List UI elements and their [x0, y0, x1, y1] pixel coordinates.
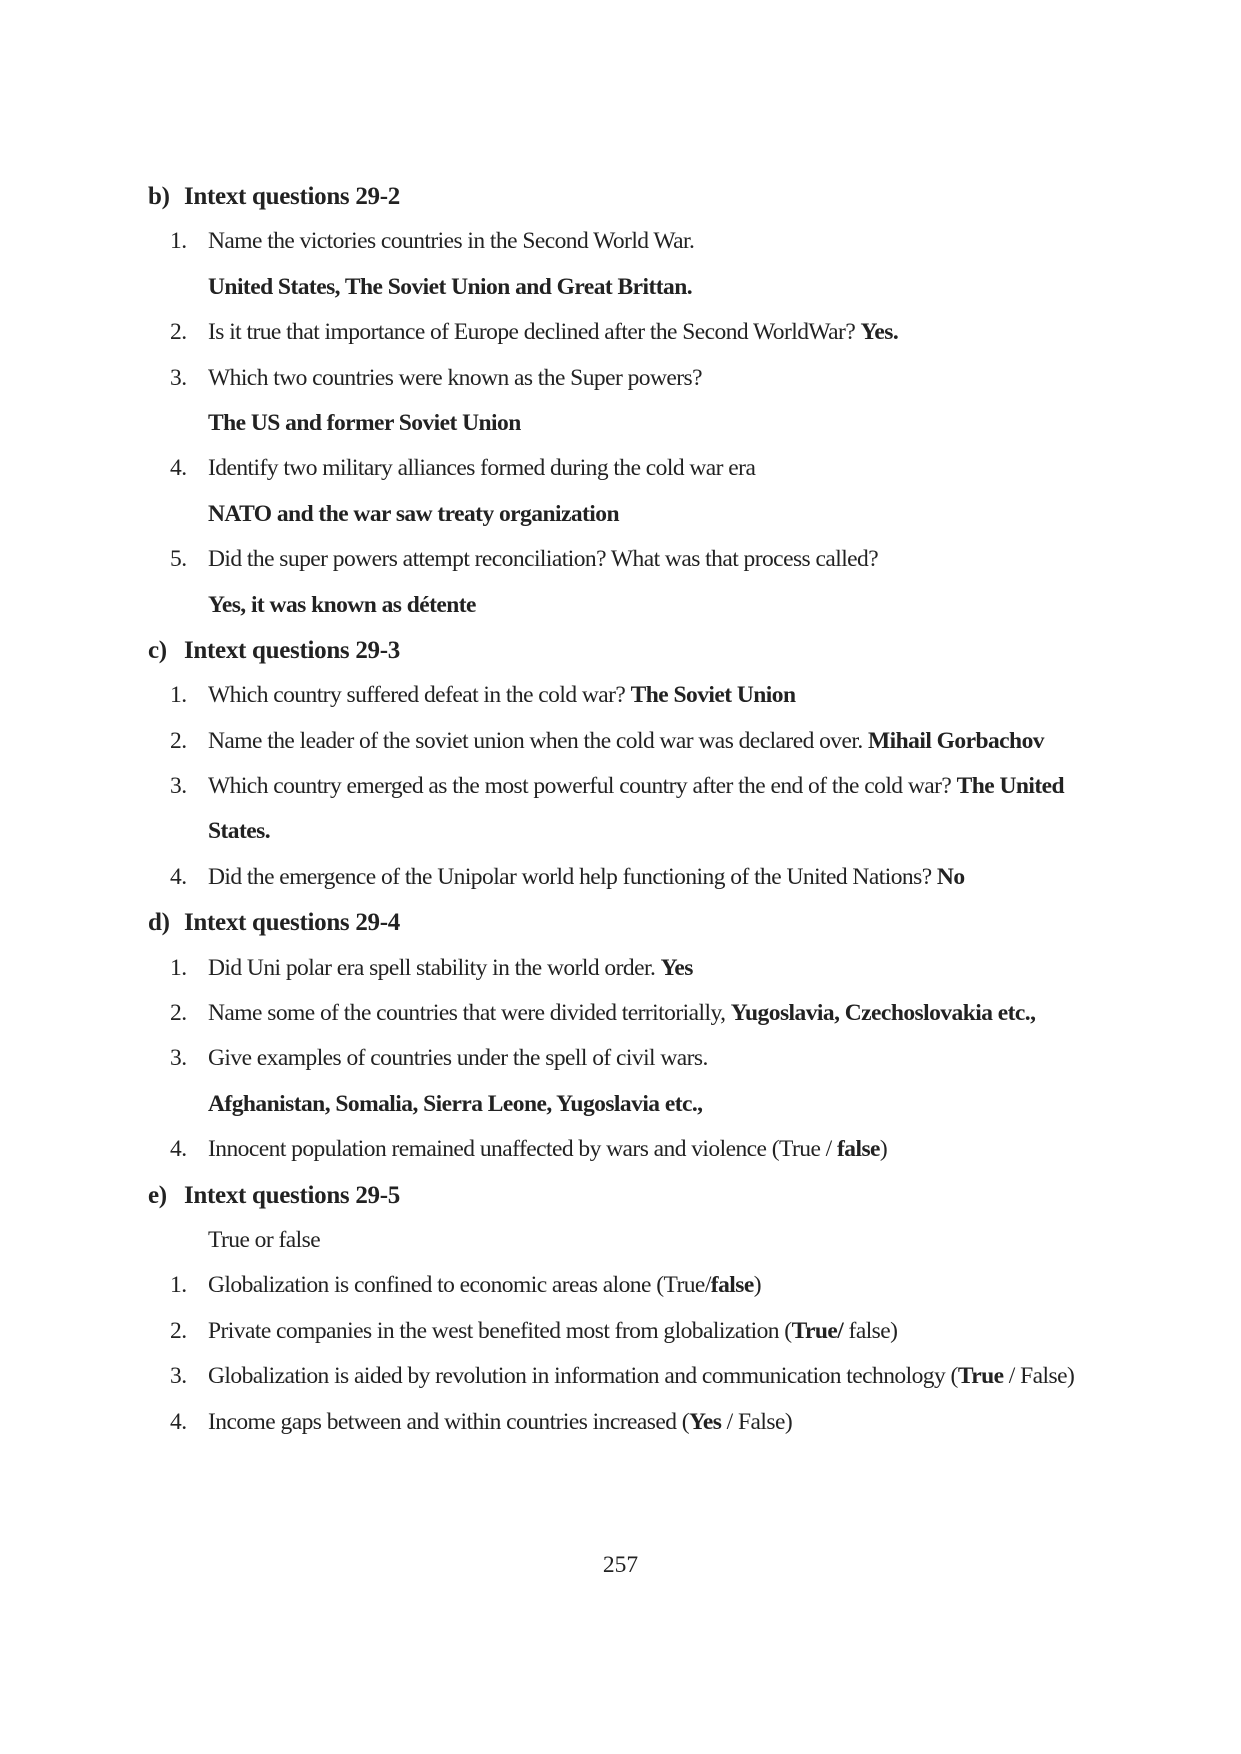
answer-text: Yugoslavia, Czechoslovakia etc.,	[730, 1000, 1036, 1027]
section-intro	[148, 1218, 1148, 1263]
question-text: Globalization is aided by revolution in information and communication technology (	[208, 1363, 958, 1390]
question-text: Name the victories countries in the Second World War.	[208, 228, 695, 255]
item-text	[208, 1263, 761, 1308]
item-number: 3.	[170, 1363, 187, 1390]
section-heading	[148, 1173, 1148, 1218]
question-item	[148, 1127, 1148, 1172]
page-number: 257	[602, 1552, 639, 1578]
item-text	[208, 356, 702, 401]
item-number: 2.	[170, 727, 187, 754]
question-text: )	[753, 1272, 762, 1299]
section-title: Intext questions 29-5	[184, 1181, 400, 1209]
section-title: Intext questions 29-3	[184, 636, 400, 664]
item-number: 4.	[170, 1408, 187, 1435]
question-item	[148, 673, 1148, 718]
answer-line	[148, 809, 1148, 854]
question-text: Income gaps between and within countries increased (	[208, 1408, 690, 1435]
item-number: 3.	[170, 364, 187, 391]
item-text	[208, 583, 476, 628]
answer-line	[148, 401, 1148, 446]
question-text: Give examples of countries under the spell of civil wars.	[208, 1045, 708, 1072]
item-text	[208, 1036, 708, 1081]
question-text: Which country suffered defeat in the cold war?	[208, 682, 631, 709]
item-text	[208, 1309, 897, 1354]
question-item	[148, 1263, 1148, 1308]
section-label: d)	[148, 909, 170, 937]
answer-text: false	[710, 1272, 754, 1299]
item-number: 2.	[170, 1317, 187, 1344]
question-text: Identify two military alliances formed during the cold war era	[208, 455, 756, 482]
item-number: 5.	[170, 546, 187, 573]
item-text	[208, 673, 796, 718]
answer-line	[148, 265, 1148, 310]
answer-text: True	[957, 1363, 1004, 1390]
answer-text: The Soviet Union	[630, 682, 796, 709]
item-text	[208, 1354, 1074, 1399]
item-number: 1.	[170, 1272, 187, 1299]
question-item	[148, 356, 1148, 401]
item-text	[208, 446, 755, 491]
question-item	[148, 1309, 1148, 1354]
item-number: 3.	[170, 1045, 187, 1072]
answer-line	[148, 583, 1148, 628]
question-item	[148, 855, 1148, 900]
answer-text: Yes.	[860, 319, 899, 346]
question-text: Which two countries were known as the Super powers?	[208, 364, 703, 391]
item-text	[208, 1400, 792, 1445]
question-item	[148, 991, 1148, 1036]
item-text	[208, 1127, 887, 1172]
item-text	[208, 310, 898, 355]
question-item	[148, 719, 1148, 764]
question-text: Is it true that importance of Europe declined after the Second WorldWar?	[208, 319, 861, 346]
question-item	[148, 1400, 1148, 1445]
answer-text: Yes	[660, 954, 693, 981]
answer-text: Afghanistan, Somalia, Sierra Leone, Yugoslavia etc.,	[208, 1090, 703, 1117]
section-b	[148, 174, 1148, 628]
item-text	[208, 1082, 703, 1127]
item-text	[208, 265, 692, 310]
item-text	[208, 855, 965, 900]
question-text: Private companies in the west benefited most from globalization (	[208, 1317, 792, 1344]
item-text	[208, 219, 694, 264]
question-item	[148, 1354, 1148, 1399]
item-number: 1.	[170, 228, 187, 255]
answer-key-content	[148, 174, 1148, 1445]
question-item	[148, 446, 1148, 491]
question-text: )	[879, 1136, 888, 1163]
question-item	[148, 946, 1148, 991]
section-label: b)	[148, 183, 170, 210]
question-text: Globalization is confined to economic areas alone (True/	[208, 1272, 711, 1299]
section-title: Intext questions 29-2	[184, 183, 400, 210]
item-text	[208, 719, 1044, 764]
answer-line	[148, 492, 1148, 537]
question-item	[148, 219, 1148, 264]
question-text: Name the leader of the soviet union when the cold war was declared over.	[208, 727, 869, 754]
section-d	[148, 900, 1148, 1172]
question-text: Did the emergence of the Unipolar world help functioning of the United Nations?	[208, 863, 937, 890]
item-number: 2.	[170, 1000, 187, 1027]
section-title: Intext questions 29-4	[184, 909, 400, 937]
section-c	[148, 628, 1148, 900]
section-heading	[148, 174, 1148, 219]
answer-text: True/	[791, 1317, 844, 1344]
question-item	[148, 310, 1148, 355]
answer-text: Mihail Gorbachov	[868, 727, 1044, 754]
question-item	[148, 764, 1148, 809]
answer-text: The United	[956, 773, 1065, 800]
question-text: Which country emerged as the most powerful country after the end of the cold war?	[208, 773, 957, 800]
question-text: Did Uni polar era spell stability in the world order.	[208, 954, 661, 981]
question-text: false)	[843, 1317, 898, 1344]
section-label: e)	[148, 1181, 167, 1209]
item-text	[208, 991, 1035, 1036]
question-text: / False)	[1003, 1363, 1075, 1390]
item-number: 1.	[170, 682, 187, 709]
answer-text: The US and former Soviet Union	[208, 409, 521, 436]
question-text: Innocent population remained unaffected by wars and violence (True /	[208, 1136, 837, 1163]
answer-text: Yes	[689, 1408, 722, 1435]
item-text	[208, 492, 619, 537]
intro-text: True or false	[208, 1226, 321, 1253]
question-text: / False)	[721, 1408, 793, 1435]
question-item	[148, 537, 1148, 582]
item-number: 3.	[170, 773, 187, 800]
answer-text: false	[836, 1136, 880, 1163]
section-heading	[148, 628, 1148, 673]
answer-text: No	[936, 863, 965, 890]
question-text: Name some of the countries that were divided territorially,	[208, 1000, 731, 1027]
answer-text: States.	[208, 818, 271, 845]
item-number: 1.	[170, 954, 187, 981]
item-number: 4.	[170, 455, 187, 482]
item-number: 4.	[170, 863, 187, 890]
answer-line	[148, 1082, 1148, 1127]
question-text: Did the super powers attempt reconciliation? What was that process called?	[208, 546, 879, 573]
answer-text: NATO and the war saw treaty organization	[208, 500, 620, 527]
item-text	[208, 809, 270, 854]
answer-text: United States, The Soviet Union and Great Brittan.	[208, 273, 693, 300]
item-text	[208, 537, 878, 582]
item-text	[208, 764, 1064, 809]
question-item	[148, 1036, 1148, 1081]
item-text	[208, 946, 693, 991]
item-number: 2.	[170, 319, 187, 346]
section-e	[148, 1173, 1148, 1445]
section-heading	[148, 900, 1148, 945]
item-text	[208, 401, 521, 446]
section-label: c)	[148, 636, 167, 664]
answer-text: Yes, it was known as détente	[208, 591, 476, 618]
item-number: 4.	[170, 1136, 187, 1163]
